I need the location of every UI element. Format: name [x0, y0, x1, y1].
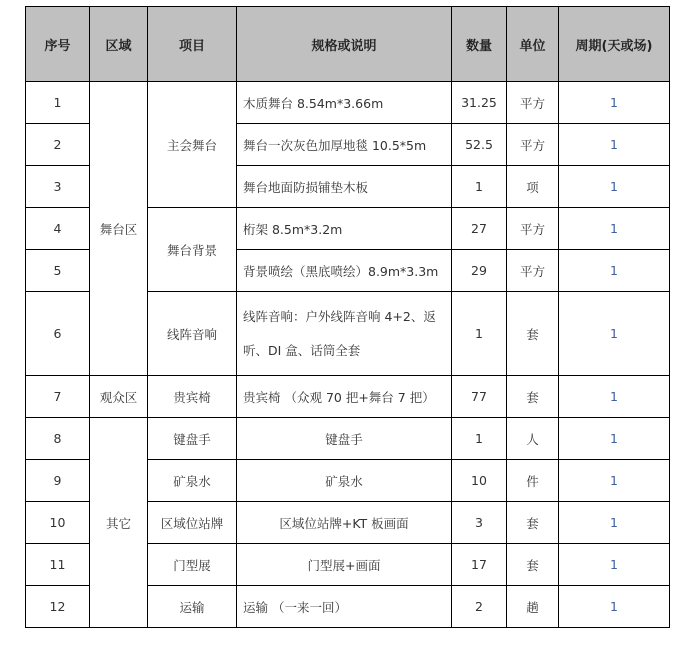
no-cell: 4	[26, 208, 90, 250]
header-row	[26, 7, 670, 82]
no-cell: 10	[26, 502, 90, 544]
period-cell: 1	[559, 376, 670, 418]
period-cell: 1	[559, 292, 670, 376]
qty-cell: 29	[452, 250, 507, 292]
quote-table	[25, 6, 670, 628]
unit-cell: 套	[507, 376, 559, 418]
qty-cell: 52.5	[452, 124, 507, 166]
spec-cell: 运输 （一来一回）	[237, 586, 452, 628]
qty-cell: 2	[452, 586, 507, 628]
qty-cell: 77	[452, 376, 507, 418]
table-row	[26, 376, 670, 418]
no-cell: 9	[26, 460, 90, 502]
header-cell: 项目	[148, 7, 237, 82]
header-cell: 周期(天或场)	[559, 7, 670, 82]
unit-cell: 套	[507, 502, 559, 544]
no-cell: 8	[26, 418, 90, 460]
item-cell: 贵宾椅	[148, 376, 237, 418]
header-cell: 区域	[90, 7, 148, 82]
qty-cell: 31.25	[452, 82, 507, 124]
unit-cell: 件	[507, 460, 559, 502]
item-cell: 运输	[148, 586, 237, 628]
qty-cell: 1	[452, 166, 507, 208]
unit-cell: 项	[507, 166, 559, 208]
period-cell: 1	[559, 124, 670, 166]
item-cell: 主会舞台	[148, 82, 237, 208]
unit-cell: 平方	[507, 208, 559, 250]
period-cell: 1	[559, 502, 670, 544]
header-cell: 规格或说明	[237, 7, 452, 82]
qty-cell: 1	[452, 292, 507, 376]
unit-cell: 套	[507, 292, 559, 376]
item-cell: 门型展	[148, 544, 237, 586]
unit-cell: 人	[507, 418, 559, 460]
item-cell: 键盘手	[148, 418, 237, 460]
period-cell: 1	[559, 460, 670, 502]
area-cell: 舞台区	[90, 82, 148, 376]
qty-cell: 17	[452, 544, 507, 586]
item-cell: 舞台背景	[148, 208, 237, 292]
period-cell: 1	[559, 82, 670, 124]
spec-cell: 背景喷绘（黑底喷绘）8.9m*3.3m	[237, 250, 452, 292]
unit-cell: 平方	[507, 250, 559, 292]
qty-cell: 27	[452, 208, 507, 250]
no-cell: 2	[26, 124, 90, 166]
unit-cell: 套	[507, 544, 559, 586]
area-cell: 观众区	[90, 376, 148, 418]
unit-cell: 平方	[507, 124, 559, 166]
spec-cell: 贵宾椅 （众观 70 把+舞台 7 把）	[237, 376, 452, 418]
spec-cell: 舞台地面防损铺垫木板	[237, 166, 452, 208]
no-cell: 11	[26, 544, 90, 586]
spec-cell: 桁架 8.5m*3.2m	[237, 208, 452, 250]
period-cell: 1	[559, 418, 670, 460]
spec-cell: 键盘手	[237, 418, 452, 460]
header-cell: 单位	[507, 7, 559, 82]
no-cell: 3	[26, 166, 90, 208]
spec-cell: 木质舞台 8.54m*3.66m	[237, 82, 452, 124]
item-cell: 矿泉水	[148, 460, 237, 502]
spec-cell: 门型展+画面	[237, 544, 452, 586]
area-cell: 其它	[90, 418, 148, 628]
qty-cell: 10	[452, 460, 507, 502]
unit-cell: 趟	[507, 586, 559, 628]
qty-cell: 1	[452, 418, 507, 460]
period-cell: 1	[559, 586, 670, 628]
table-row	[26, 418, 670, 460]
period-cell: 1	[559, 208, 670, 250]
spec-cell: 矿泉水	[237, 460, 452, 502]
period-cell: 1	[559, 544, 670, 586]
item-cell: 线阵音响	[148, 292, 237, 376]
period-cell: 1	[559, 250, 670, 292]
spec-cell: 舞台一次灰色加厚地毯 10.5*5m	[237, 124, 452, 166]
no-cell: 7	[26, 376, 90, 418]
no-cell: 6	[26, 292, 90, 376]
no-cell: 5	[26, 250, 90, 292]
unit-cell: 平方	[507, 82, 559, 124]
item-cell: 区域位站牌	[148, 502, 237, 544]
no-cell: 1	[26, 82, 90, 124]
spec-cell: 区域位站牌+KT 板画面	[237, 502, 452, 544]
spec-cell: 线阵音响：户外线阵音响 4+2、返听、DI 盒、话筒全套	[237, 292, 452, 376]
no-cell: 12	[26, 586, 90, 628]
header-cell: 数量	[452, 7, 507, 82]
header-cell: 序号	[26, 7, 90, 82]
table-row	[26, 82, 670, 124]
qty-cell: 3	[452, 502, 507, 544]
period-cell: 1	[559, 166, 670, 208]
